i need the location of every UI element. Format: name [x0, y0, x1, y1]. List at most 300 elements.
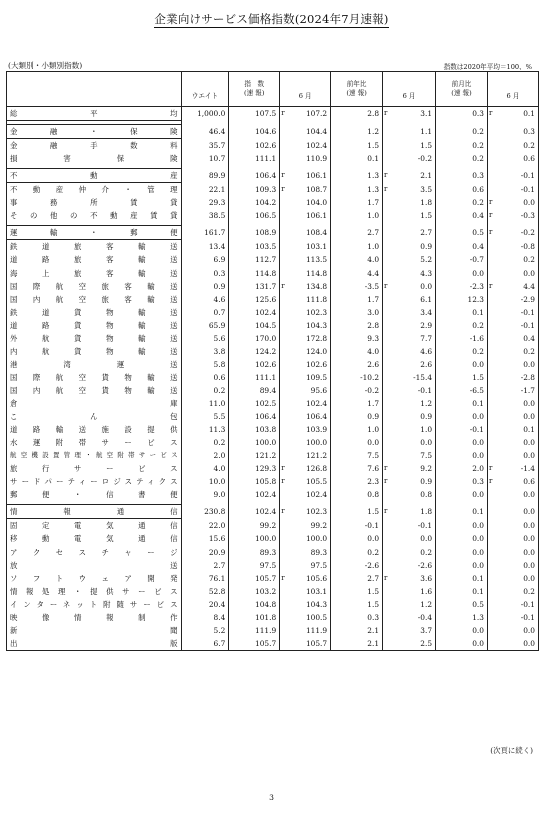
yoy-june: -0.1 — [417, 385, 433, 395]
spacer-cell — [331, 183, 342, 197]
category-name: 航空機設置管理・航空附帯サービス — [7, 449, 182, 462]
table-row — [7, 519, 539, 533]
yoy-prelim: 0.9 — [367, 412, 380, 422]
index-june: 110.9 — [305, 154, 328, 164]
price-index-table — [6, 71, 539, 651]
mom-june-revised-mark — [487, 532, 498, 545]
yoy-june-revised-mark — [383, 384, 394, 397]
index-prelim: 104.5 — [255, 320, 277, 330]
table-row — [7, 559, 539, 572]
index-prelim: 107.5 — [255, 109, 277, 119]
mom-prelim: 0.0 — [472, 412, 484, 422]
mom-june: 0.1 — [499, 423, 539, 436]
mom-june: -0.8 — [499, 240, 539, 254]
weight: 11.3 — [181, 423, 229, 436]
yoy-june-revised-mark: r — [383, 572, 394, 585]
yoy-june: -2.6 — [417, 560, 433, 570]
yoy-prelim: 2.6 — [367, 359, 380, 369]
category-name: 国 内 航 空 旅 客 輸 送 — [7, 293, 182, 306]
spacer-cell — [436, 196, 447, 209]
index-prelim: 101.8 — [255, 612, 277, 622]
index-june-revised-mark — [280, 423, 289, 436]
header-mom-prelim: (速 報) — [451, 89, 472, 97]
yoy-june-revised-mark — [383, 267, 394, 280]
mom-june-revised-mark — [487, 449, 498, 462]
yoy-june: -0.1 — [417, 521, 433, 531]
mom-june: 0.1 — [499, 107, 539, 121]
spacer-cell — [229, 306, 239, 319]
spacer-cell — [436, 371, 447, 384]
mom-june-revised-mark: r — [487, 209, 498, 222]
spacer-cell — [436, 384, 447, 397]
table-row — [7, 152, 539, 165]
spacer-cell — [331, 572, 342, 585]
index-june: 102.4 — [305, 490, 328, 500]
mom-june-revised-mark: r — [487, 462, 498, 475]
mom-june-revised-mark: r — [487, 280, 498, 293]
index-june-revised-mark — [280, 637, 289, 651]
mom-prelim: 2.0 — [472, 464, 484, 474]
table-row — [7, 505, 539, 519]
index-prelim: 100.0 — [255, 534, 277, 544]
spacer-cell — [331, 240, 342, 254]
mom-prelim: 0.6 — [472, 184, 484, 194]
yoy-prelim: 0.1 — [367, 154, 380, 164]
mom-june: 0.6 — [499, 152, 539, 165]
index-june: 95.6 — [310, 385, 328, 395]
spacer-cell — [436, 546, 447, 559]
yoy-june-revised-mark — [383, 611, 394, 624]
yoy-june-revised-mark — [383, 240, 394, 254]
category-name: 国 際 航 空 旅 客 輸 送 — [7, 280, 182, 293]
table-row — [7, 226, 539, 240]
yoy-june-revised-mark: r — [383, 462, 394, 475]
mom-june: -0.2 — [499, 226, 539, 240]
yoy-june-revised-mark — [383, 546, 394, 559]
index-june: 106.1 — [305, 211, 328, 221]
mom-prelim: -6.5 — [469, 385, 484, 395]
spacer-cell — [331, 196, 342, 209]
index-june: 105.6 — [305, 573, 328, 583]
mom-june: 0.0 — [499, 624, 539, 637]
spacer-cell — [331, 226, 342, 240]
yoy-prelim: 1.5 — [367, 507, 380, 517]
spacer-cell — [229, 384, 239, 397]
spacer-cell — [436, 462, 447, 475]
index-june-revised-mark — [280, 449, 289, 462]
category-name: 事 務 所 賃 貸 — [7, 196, 182, 209]
yoy-prelim: 2.1 — [367, 625, 380, 635]
spacer-cell — [229, 196, 239, 209]
mom-june-revised-mark — [487, 585, 498, 598]
index-june-revised-mark — [280, 226, 289, 240]
index-june-revised-mark: r — [280, 572, 289, 585]
yoy-june: 0.9 — [420, 477, 433, 487]
yoy-prelim: 1.0 — [367, 425, 380, 435]
weight: 6.7 — [181, 637, 229, 651]
table-row — [7, 598, 539, 611]
yoy-june: 2.5 — [394, 637, 436, 651]
spacer-cell — [229, 423, 239, 436]
mom-june: 0.2 — [499, 345, 539, 358]
index-june: 100.5 — [305, 612, 328, 622]
header-index-label: 指 数 — [244, 80, 265, 88]
index-june-revised-mark — [280, 152, 289, 165]
mom-june: 0.0 — [499, 436, 539, 449]
yoy-june-revised-mark — [383, 152, 394, 165]
index-prelim: 104.8 — [255, 599, 277, 609]
yoy-june-revised-mark — [383, 125, 394, 139]
yoy-june: 0.0 — [420, 534, 433, 544]
yoy-prelim: 0.2 — [367, 547, 380, 557]
weight: 22.0 — [181, 519, 229, 533]
mom-june-revised-mark — [487, 598, 498, 611]
mom-june: -0.1 — [499, 306, 539, 319]
index-prelim: 105.7 — [239, 637, 280, 651]
spacer-cell — [436, 475, 447, 488]
yoy-june-revised-mark — [383, 196, 394, 209]
spacer-cell — [436, 532, 447, 545]
header-index-june: 6 月 — [280, 72, 331, 107]
category-name: サードパーティーロジスティクス — [7, 475, 182, 488]
category-name: 国 際 航 空 貨 物 輸 送 — [7, 371, 182, 384]
spacer-cell — [229, 319, 239, 332]
mom-prelim: 0.0 — [472, 359, 484, 369]
weight: 76.1 — [181, 572, 229, 585]
mom-prelim: -1.6 — [469, 333, 484, 343]
mom-prelim: 0.0 — [472, 451, 484, 461]
index-june-revised-mark — [280, 209, 289, 222]
spacer-cell — [436, 280, 447, 293]
table-row — [7, 306, 539, 319]
spacer-cell — [331, 624, 342, 637]
index-prelim: 102.6 — [255, 359, 277, 369]
spacer-cell — [229, 345, 239, 358]
mom-june: 0.0 — [499, 196, 539, 209]
yoy-june-revised-mark — [383, 226, 394, 240]
yoy-prelim: 2.3 — [367, 477, 380, 487]
yoy-june-revised-mark — [383, 371, 394, 384]
weight: 8.4 — [181, 611, 229, 624]
yoy-prelim: 1.7 — [367, 294, 380, 304]
table-row — [7, 107, 539, 121]
weight: 1,000.0 — [181, 107, 229, 121]
index-june: 121.2 — [305, 451, 328, 461]
index-june: 102.6 — [305, 359, 328, 369]
spacer-cell — [436, 125, 447, 139]
index-june-revised-mark — [280, 253, 289, 266]
mom-june-revised-mark — [487, 169, 498, 183]
yoy-june: -15.4 — [413, 372, 433, 382]
spacer-cell — [436, 397, 447, 410]
yoy-june: 0.0 — [420, 281, 433, 291]
mom-prelim: 0.1 — [472, 586, 484, 596]
header-index — [229, 72, 280, 107]
category-name: その他の不動産賃貸 — [7, 209, 182, 222]
category-name: 総 平 均 — [7, 107, 182, 121]
yoy-june: 3.1 — [420, 109, 433, 119]
spacer-cell — [331, 611, 342, 624]
category-name: 内 航 貨 物 輸 送 — [7, 345, 182, 358]
mom-prelim: -0.1 — [469, 425, 484, 435]
spacer-cell — [436, 611, 447, 624]
spacer-cell — [436, 410, 447, 423]
index-base-note: 指数は2020年平均＝100、% — [443, 63, 532, 71]
index-june: 109.5 — [305, 372, 328, 382]
spacer-cell — [436, 423, 447, 436]
yoy-june: 1.2 — [420, 398, 433, 408]
category-name: 外 航 貨 物 輸 送 — [7, 332, 182, 345]
table-row — [7, 546, 539, 559]
yoy-june-revised-mark — [383, 423, 394, 436]
mom-june: 0.0 — [499, 488, 539, 501]
weight: 15.6 — [181, 532, 229, 545]
yoy-prelim: 2.1 — [342, 637, 383, 651]
spacer-cell — [331, 423, 342, 436]
spacer-cell — [229, 226, 239, 240]
index-june: 103.1 — [305, 242, 328, 252]
spacer-cell — [331, 209, 342, 222]
category-name: 鉄 道 貨 物 輸 送 — [7, 306, 182, 319]
yoy-june-revised-mark — [383, 319, 394, 332]
yoy-prelim: 7.5 — [367, 451, 380, 461]
yoy-prelim: 2.7 — [367, 573, 380, 583]
yoy-june: 1.0 — [420, 425, 433, 435]
spacer-cell — [436, 519, 447, 533]
spacer-cell — [436, 505, 447, 519]
yoy-prelim: 1.0 — [367, 211, 380, 221]
table-row — [7, 267, 539, 280]
table-row — [7, 585, 539, 598]
spacer-cell — [229, 611, 239, 624]
mom-june: 0.2 — [499, 253, 539, 266]
weight: 52.8 — [181, 585, 229, 598]
spacer-cell — [229, 152, 239, 165]
mom-prelim: 0.0 — [472, 560, 484, 570]
category-name: 出 版 — [7, 637, 182, 651]
index-june: 106.4 — [305, 412, 328, 422]
yoy-prelim: 1.5 — [367, 586, 380, 596]
index-prelim: 109.3 — [255, 184, 277, 194]
mom-june-revised-mark — [487, 306, 498, 319]
yoy-june-revised-mark: r — [383, 183, 394, 197]
mom-prelim: -2.3 — [469, 281, 484, 291]
index-prelim: 103.2 — [255, 586, 277, 596]
yoy-prelim: 1.5 — [367, 140, 380, 150]
yoy-prelim: 4.4 — [367, 268, 380, 278]
header-index-prelim: (速 報) — [244, 89, 265, 97]
weight: 0.2 — [181, 436, 229, 449]
mom-prelim: 0.4 — [472, 242, 484, 252]
yoy-june: 3.7 — [420, 625, 433, 635]
yoy-june: 5.2 — [420, 255, 433, 265]
index-june-revised-mark — [280, 293, 289, 306]
category-name: 損 害 保 険 — [7, 152, 182, 165]
yoy-june: 3.6 — [420, 573, 433, 583]
index-june: 111.9 — [305, 625, 328, 635]
spacer-cell — [331, 410, 342, 423]
spacer-cell — [331, 384, 342, 397]
mom-prelim: 0.3 — [472, 171, 484, 181]
header-weight: ウエイト — [181, 72, 229, 107]
index-june-revised-mark — [280, 306, 289, 319]
weight: 3.8 — [181, 345, 229, 358]
table-row — [7, 240, 539, 254]
index-june-revised-mark: r — [280, 505, 289, 519]
spacer-cell — [436, 319, 447, 332]
index-june-revised-mark — [280, 345, 289, 358]
page-number: 3 — [269, 793, 274, 802]
index-june: 124.0 — [305, 346, 328, 356]
mom-june: 0.0 — [499, 519, 539, 533]
yoy-june-revised-mark — [383, 397, 394, 410]
index-june: 100.0 — [305, 438, 328, 448]
category-name: 金 融 ・ 保 険 — [7, 125, 182, 139]
spacer-cell — [436, 306, 447, 319]
mom-prelim: 0.2 — [472, 198, 484, 208]
index-prelim: 105.8 — [255, 477, 277, 487]
weight: 35.7 — [181, 139, 229, 153]
yoy-prelim: 2.8 — [367, 320, 380, 330]
weight: 38.5 — [181, 209, 229, 222]
mom-june: -0.1 — [499, 611, 539, 624]
index-june-revised-mark — [280, 546, 289, 559]
spacer-cell — [436, 152, 447, 165]
mom-june: 0.3 — [499, 125, 539, 139]
spacer-cell — [331, 267, 342, 280]
yoy-june-revised-mark — [383, 559, 394, 572]
spacer-cell — [436, 267, 447, 280]
spacer-cell — [229, 519, 239, 533]
spacer-cell — [229, 139, 239, 153]
spacer-cell — [331, 319, 342, 332]
spacer-cell — [229, 397, 239, 410]
mom-june: 0.0 — [499, 397, 539, 410]
yoy-prelim: 1.7 — [367, 398, 380, 408]
yoy-june: 1.6 — [420, 586, 433, 596]
yoy-june: 2.9 — [420, 320, 433, 330]
table-row — [7, 169, 539, 183]
yoy-prelim: 1.3 — [367, 184, 380, 194]
yoy-prelim: 4.0 — [367, 346, 380, 356]
index-june-revised-mark — [280, 611, 289, 624]
yoy-june-revised-mark: r — [383, 107, 394, 121]
weight: 0.7 — [181, 306, 229, 319]
index-june: 102.3 — [305, 507, 328, 517]
yoy-june-revised-mark — [383, 532, 394, 545]
category-name: 道 路 旅 客 輸 送 — [7, 253, 182, 266]
yoy-prelim: 1.5 — [367, 599, 380, 609]
yoy-june-revised-mark — [383, 306, 394, 319]
index-prelim: 104.6 — [255, 127, 277, 137]
weight: 4.6 — [181, 293, 229, 306]
yoy-june: 3.4 — [420, 307, 433, 317]
mom-june-revised-mark — [487, 267, 498, 280]
mom-prelim: 0.2 — [472, 140, 484, 150]
table-row — [7, 423, 539, 436]
index-prelim: 129.3 — [255, 464, 277, 474]
table-row — [7, 139, 539, 153]
spacer-cell — [331, 371, 342, 384]
index-june: 108.7 — [305, 184, 328, 194]
yoy-june: 1.1 — [420, 127, 433, 137]
spacer-cell — [436, 559, 447, 572]
yoy-june-revised-mark: r — [383, 505, 394, 519]
index-june: 102.3 — [305, 307, 328, 317]
yoy-june: 0.2 — [420, 547, 433, 557]
mom-prelim: 0.1 — [472, 507, 484, 517]
table-row — [7, 358, 539, 371]
spacer-cell — [436, 637, 447, 651]
index-june: 126.8 — [305, 464, 328, 474]
table-row — [7, 209, 539, 222]
yoy-june-revised-mark — [383, 345, 394, 358]
yoy-june-revised-mark — [383, 519, 394, 533]
category-name: 港 湾 運 送 — [7, 358, 182, 371]
header-mom-label: 前月比 — [451, 80, 472, 88]
category-name: 海 上 旅 客 輸 送 — [7, 267, 182, 280]
index-prelim: 89.3 — [259, 547, 277, 557]
index-prelim: 106.4 — [255, 412, 277, 422]
yoy-prelim: 4.0 — [367, 255, 380, 265]
index-june: 102.4 — [305, 140, 328, 150]
index-june: 103.9 — [305, 425, 328, 435]
table-row — [7, 384, 539, 397]
index-june-revised-mark — [280, 598, 289, 611]
category-name: 移 動 電 気 通 信 — [7, 532, 182, 545]
index-june: 89.3 — [310, 547, 328, 557]
index-june-revised-mark — [280, 125, 289, 139]
mom-prelim: 0.2 — [472, 346, 484, 356]
yoy-june-revised-mark — [383, 139, 394, 153]
index-june: 106.1 — [305, 171, 328, 181]
spacer-cell — [229, 624, 239, 637]
weight: 20.4 — [181, 598, 229, 611]
weight: 29.3 — [181, 196, 229, 209]
mom-june-revised-mark — [487, 253, 498, 266]
weight: 22.1 — [181, 183, 229, 197]
mom-prelim: 0.5 — [472, 599, 484, 609]
index-prelim: 102.4 — [255, 507, 277, 517]
table-row — [7, 253, 539, 266]
index-prelim: 100.0 — [255, 438, 277, 448]
mom-june-revised-mark — [487, 332, 498, 345]
yoy-prelim: -10.2 — [360, 372, 380, 382]
mom-june-revised-mark — [487, 345, 498, 358]
spacer-cell — [331, 559, 342, 572]
yoy-june: 1.8 — [420, 507, 433, 517]
index-june: 108.4 — [305, 228, 328, 238]
mom-prelim: 0.0 — [472, 534, 484, 544]
index-prelim: 131.7 — [255, 281, 277, 291]
mom-june: -1.7 — [499, 384, 539, 397]
index-prelim: 108.9 — [255, 228, 277, 238]
spacer-cell — [229, 410, 239, 423]
category-name: 不動産仲介・管理 — [7, 183, 182, 197]
weight: 0.6 — [181, 371, 229, 384]
yoy-june-revised-mark — [383, 585, 394, 598]
index-june-revised-mark — [280, 624, 289, 637]
table-row — [7, 637, 539, 651]
index-june: 104.3 — [305, 320, 328, 330]
mom-prelim: 0.0 — [472, 268, 484, 278]
spacer-cell — [331, 253, 342, 266]
index-june: 111.8 — [305, 294, 328, 304]
weight: 2.7 — [181, 559, 229, 572]
weight: 161.7 — [181, 226, 229, 240]
category-name: ソ フ ト ウ ェ ア 開 発 — [7, 572, 182, 585]
category-name: 郵 便 ・ 信 書 便 — [7, 488, 182, 501]
